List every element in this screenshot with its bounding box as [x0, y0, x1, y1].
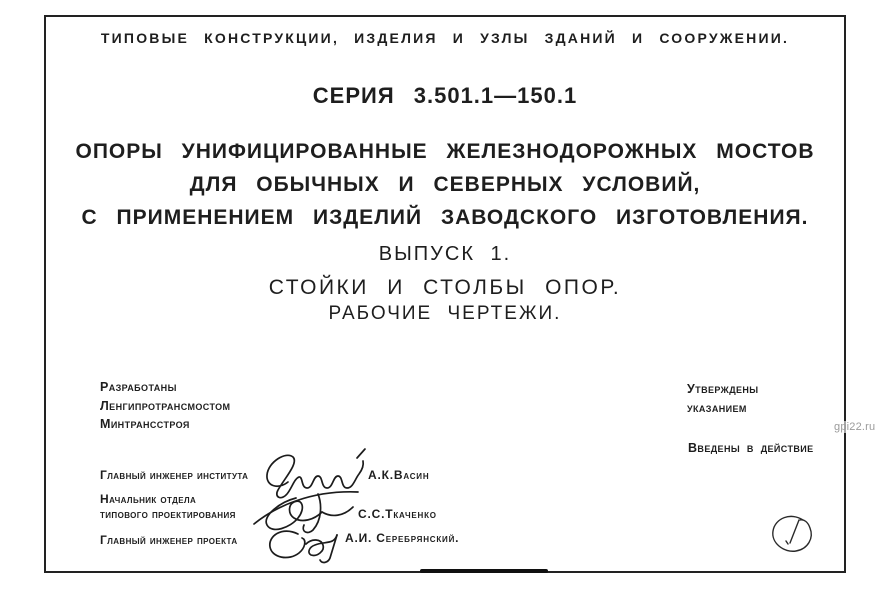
signatory-name-serebryansky: А.И. Серебрянский.: [345, 531, 460, 545]
developed-by-line-1: Разработаны: [100, 380, 177, 394]
developed-by-line-3: Минтрансстроя: [100, 417, 190, 431]
signature-serebryansky: [262, 522, 354, 566]
developed-by-block: [100, 378, 230, 434]
handwritten-circle-mark: [765, 510, 821, 558]
signatory-name-vasin: А.К.Васин: [368, 468, 430, 482]
watermark: gpi22.ru: [834, 421, 876, 433]
signatory-name-tkachenko: С.С.Ткаченко: [358, 507, 437, 521]
subtitle-line-2: РАБОЧИЕ ЧЕРТЕЖИ.: [328, 303, 562, 324]
title-line-3: С ПРИМЕНЕНИЕМ ИЗДЕЛИЙ ЗАВОДСКОГО ИЗГОТОВЛЕНИЯ.: [81, 206, 809, 229]
issue-number: ВЫПУСК 1.: [378, 243, 512, 265]
bottom-border-ink-blot: [420, 569, 548, 573]
series-number: СЕРИЯ 3.501.1—150.1: [312, 83, 578, 108]
developed-by-line-2: Ленгипротрансмостом: [100, 398, 231, 413]
effective-note: Введены в действие: [688, 441, 814, 455]
title-line-2: ДЛЯ ОБЫЧНЫХ И СЕВЕРНЫХ УСЛОВИЙ,: [189, 173, 701, 196]
approved-by-line-2: указанием: [687, 400, 747, 415]
document-header: ТИПОВЫЕ КОНСТРУКЦИИ, ИЗДЕЛИЯ И УЗЛЫ ЗДАНИЙ И СООРУЖЕНИИ.: [100, 30, 790, 46]
signatory-role-dept-head: [100, 492, 236, 522]
signatory-role-chief-project-engineer: Главный инженер проекта: [100, 533, 238, 547]
document-title: [44, 135, 846, 234]
subtitle-line-1: СТОЙКИ И СТОЛБЫ ОПОР.: [268, 276, 622, 299]
approved-by-line-1: Утверждены: [687, 382, 759, 396]
approved-by-block: [687, 380, 759, 417]
signatory-role-dept-head-line-1: Начальник отдела: [100, 492, 197, 506]
signatory-role-dept-head-line-2: типового проектирования: [100, 507, 236, 521]
title-line-1: ОПОРЫ УНИФИЦИРОВАННЫЕ ЖЕЛЕЗНОДОРОЖНЫХ МОСТОВ: [75, 140, 815, 163]
signatory-role-chief-engineer-institute: Главный инженер института: [100, 468, 249, 482]
